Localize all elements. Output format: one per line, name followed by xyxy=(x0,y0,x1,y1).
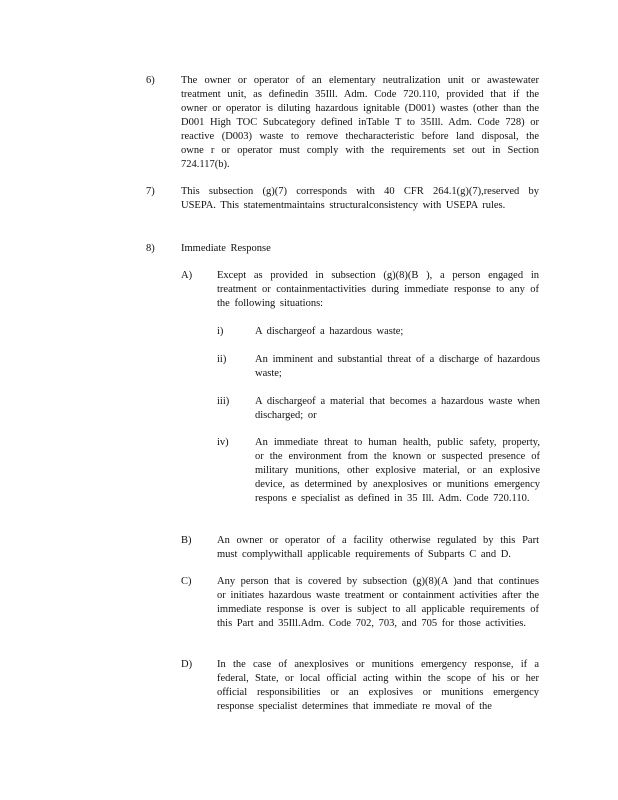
paragraph-letter: B) xyxy=(181,535,192,546)
paragraph-number: 7) xyxy=(146,186,155,197)
paragraph-roman: ii) xyxy=(217,354,227,365)
paragraph-letter: A) xyxy=(181,270,193,281)
paragraph-number: 8) xyxy=(146,243,155,254)
paragraph-text: Except as provided in subsection (g)(8)(B ), a person engaged in treatment or containmentactivities during immediate response to any of the following situations: xyxy=(217,270,539,309)
paragraph-roman: i) xyxy=(217,326,224,337)
section-heading: Immediate Response xyxy=(181,243,271,254)
paragraph-roman: iv) xyxy=(217,437,229,448)
paragraph-letter: C) xyxy=(181,576,192,587)
paragraph-roman: iii) xyxy=(217,396,230,407)
paragraph-text: In the case of anexplosives or munitions emergency response, if a federal, State, or local official acting within the scope of his or her official responsibilities or an explosives or munitions emergency response specialist determines that immediate re moval of the xyxy=(217,659,539,712)
paragraph-text: A dischargeof a material that becomes a hazardous waste when discharged; or xyxy=(255,396,540,421)
paragraph-letter: D) xyxy=(181,659,193,670)
paragraph-text: Any person that is covered by subsection (g)(8)(A )and that continues or initiates hazardous waste treatment or containment activities after the immediate response is over is subject to all applicable requirements of this Part and 35Ill.Adm. Code 702, 703, and 705 for those activities. xyxy=(217,576,539,629)
paragraph-text: A dischargeof a hazardous waste; xyxy=(255,326,404,337)
paragraph-text: An owner or operator of a facility otherwise regulated by this Part must complywithall applicable requirements of Subparts C and D. xyxy=(217,535,539,560)
paragraph-number: 6) xyxy=(146,75,155,86)
paragraph-text: The owner or operator of an elementary neutralization unit or awastewater treatment unit, as definedin 35Ill. Adm. Code 720.110, provided that if the owner or operator is diluting hazardous ignitable (D001) wastes (other than the D001 High TOC Subcategory defined inTable T to 35Ill. Adm. Code 728) or reactive (D003) waste to remove thecharacteristic before land disposal, the owne r or operator must comply with the requirements set out in Section 724.117(b). xyxy=(181,75,539,170)
paragraph-text: An immediate threat to human health, public safety, property, or the environment from the known or suspected presence of military munitions, other explosive material, or an explosive device, as determined by anexplosives or munitions emergency respons e specialist as defined in 35 Ill. Adm. Code 720.110. xyxy=(255,437,540,504)
paragraph-text: This subsection (g)(7) corresponds with 40 CFR 264.1(g)(7),reserved by USEPA. This statementmaintains structuralconsistency with USEPA rules. xyxy=(181,186,539,211)
paragraph-text: An imminent and substantial threat of a discharge of hazardous waste; xyxy=(255,354,540,379)
